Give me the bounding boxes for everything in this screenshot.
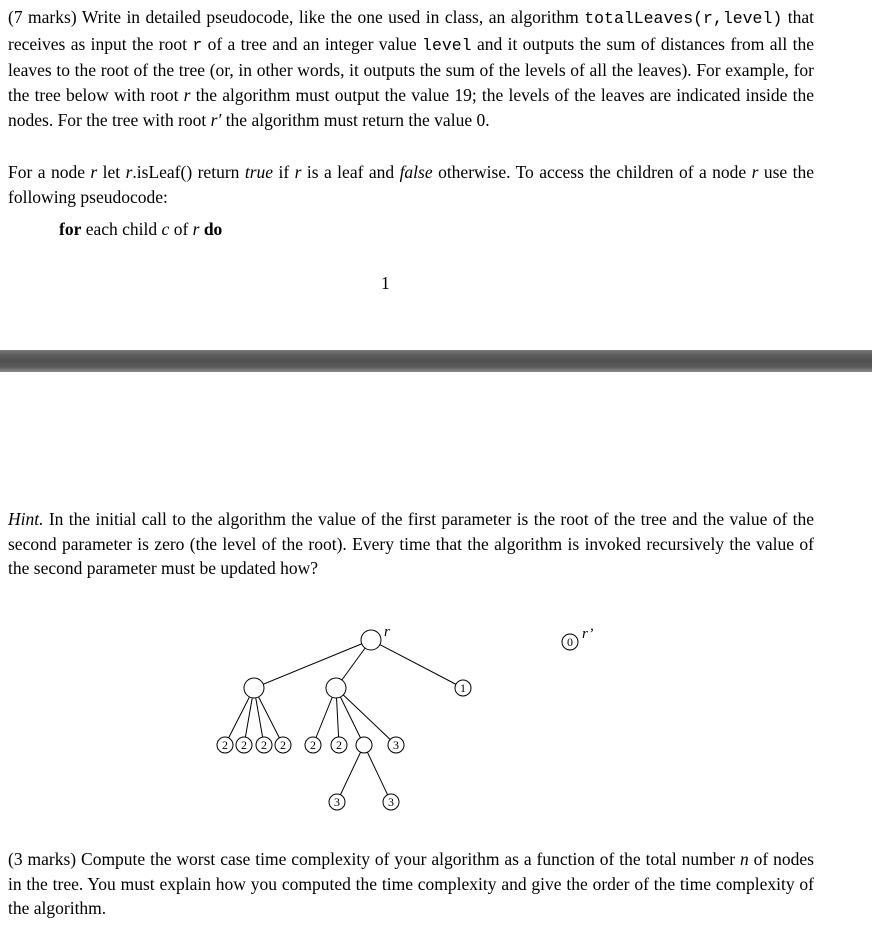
- leaf-level-label: 3: [334, 795, 340, 809]
- tree-diagram: [0, 600, 872, 830]
- hint-paragraph: Hint. In the initial call to the algorithm the value of the first parameter is the root of the tree and the value of the second parameter is zero (the level of the root). Every time that the algorithm is invoked recursively the value of the second parameter must be updated how?: [8, 509, 815, 579]
- leaf-level-label: 2: [222, 738, 228, 752]
- tree-root-label: r: [384, 624, 390, 640]
- tree2-root-value: 0: [567, 635, 573, 649]
- question-2-paragraph: (3 marks) Compute the worst case time complexity of your algorithm as a function of the total number n of nodes in the tree. You must explain how you computed the time complexity and give the order of the time complexity of the algorithm.: [8, 849, 814, 919]
- pseudocode-line: for each child c of r do: [59, 219, 223, 239]
- question-1-paragraph: (7 marks) Write in detailed pseudocode, like the one used in class, an algorithm totalLeaves(r,level) that receives as input the root r of a tree and an integer value level and it outputs the sum of distances from all the leaves to the root of the tree (or, in other words, it outputs the sum of the levels of all the leaves). For example, for the tree below with root r the algorithm must output the value 19; the levels of the leaves are indicated inside the nodes. For the tree with root r′ the algorithm must return the value 0.: [8, 7, 815, 130]
- leaf-level-label: 2: [310, 738, 316, 752]
- tree-root-node: [361, 630, 381, 650]
- algorithm-name: totalLeaves(r,level): [584, 9, 783, 28]
- page-separator: [0, 350, 872, 372]
- hint-label: Hint.: [8, 509, 44, 529]
- leaf-level-label: 2: [336, 738, 342, 752]
- leaf-level-label: 1: [460, 681, 466, 695]
- tree-internal-node: [326, 678, 346, 698]
- page-number: 1: [381, 273, 390, 293]
- tree-internal-node: [244, 678, 264, 698]
- tree2-root-label: r’: [582, 626, 594, 642]
- leaf-level-label: 3: [388, 795, 394, 809]
- tree-internal-node: [356, 737, 372, 753]
- question-1-marks: (7 marks): [8, 7, 77, 27]
- question-2-marks: (3 marks): [8, 849, 77, 869]
- leaf-level-label: 3: [393, 738, 399, 752]
- leaf-level-label: 2: [261, 738, 267, 752]
- leaf-level-label: 2: [280, 738, 286, 752]
- leaf-level-label: 2: [241, 738, 247, 752]
- node-access-paragraph: For a node r let r.isLeaf() return true if r is a leaf and false otherwise. To access the children of a node r use the following pseudocode:: [8, 162, 815, 207]
